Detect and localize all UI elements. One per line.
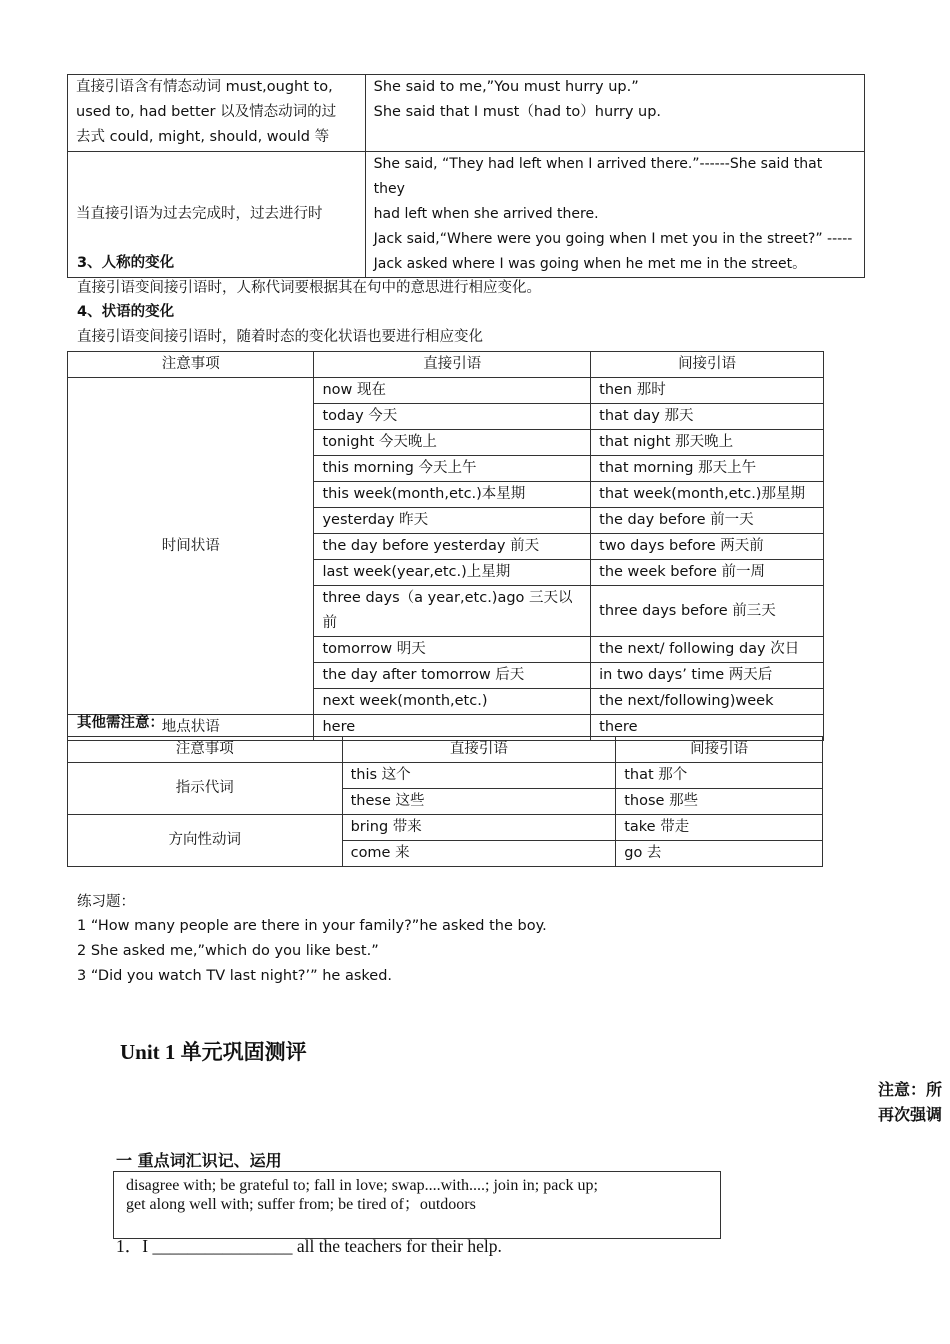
table-cell: tonight 今天晚上 [314, 430, 591, 456]
header-cell: 注意事项 [68, 737, 343, 763]
table-cell: that 那个 [616, 763, 823, 789]
note-line: 注意：所 [878, 1080, 943, 1099]
exercise-title: 练习题： [77, 894, 135, 910]
table-cell: the day before yesterday 前天 [314, 534, 591, 560]
table-row [68, 378, 824, 404]
cell-line: 直接引语含有情态动词 must,ought to, [76, 79, 333, 95]
cell-line: 去式 could, might, should, would 等 [76, 129, 330, 145]
section3-text: 直接引语变间接引语时，人称代词要根据其在句中的意思进行相应变化。 [77, 280, 541, 296]
cell-line: had left when she arrived there. [373, 206, 599, 222]
adverbial-table [67, 351, 824, 741]
table-cell: three days before 前三天 [591, 586, 824, 637]
table-cell: the day before 前一天 [591, 508, 824, 534]
table-cell: now 现在 [314, 378, 591, 404]
part1-heading: 一 重点词汇识记、运用 [116, 1151, 282, 1170]
table-cell: come 来 [342, 841, 616, 867]
table-cell: last week(year,etc.)上星期 [314, 560, 591, 586]
table-row [68, 152, 865, 278]
table-cell: three days（a year,etc.)ago 三天以前 [314, 586, 591, 637]
table-cell: there [591, 715, 824, 741]
table-cell: those 那些 [616, 789, 823, 815]
table-cell: then 那时 [591, 378, 824, 404]
cell-line: 当直接引语为过去完成时，过去进行时 [76, 206, 323, 222]
table-cell [68, 75, 366, 152]
table-cell: bring 带来 [342, 815, 616, 841]
table-cell: this 这个 [342, 763, 616, 789]
table-cell: today 今天 [314, 404, 591, 430]
exercise-item: 3 “Did you watch TV last night?’” he asked. [77, 968, 393, 984]
header-cell: 直接引语 [314, 352, 591, 378]
cell-line: She said to me,”You must hurry up.” [373, 79, 639, 95]
table-cell: take 带走 [616, 815, 823, 841]
unit-title: Unit 1 单元巩固测评 [120, 1040, 307, 1064]
table-cell: the next/following)week [591, 689, 824, 715]
table-cell: that night 那天晚上 [591, 430, 824, 456]
section4-heading: 4、状语的变化 [77, 304, 175, 320]
table-header-row [68, 352, 824, 378]
exercise-item: 2 She asked me,”which do you like best.” [77, 943, 379, 959]
cell-line: She said that I must（had to）hurry up. [373, 104, 662, 120]
table-cell: that morning 那天上午 [591, 456, 824, 482]
table-cell [365, 152, 864, 278]
table-cell: the next/ following day 次日 [591, 637, 824, 663]
cell-line: Jack asked where I was going when he met me in the street。 [373, 256, 807, 272]
note-line: 再次强调 [878, 1105, 943, 1124]
table-cell: in two days’ time 两天后 [591, 663, 824, 689]
table-row [68, 763, 823, 789]
word-box [113, 1171, 721, 1239]
table-cell: here [314, 715, 591, 741]
table-cell: next week(month,etc.) [314, 689, 591, 715]
group-label: 指示代词 [68, 763, 343, 815]
header-cell: 注意事项 [68, 352, 314, 378]
other-heading: 其他需注意： [77, 715, 164, 731]
table-cell: the day after tomorrow 后天 [314, 663, 591, 689]
table-cell: this morning 今天上午 [314, 456, 591, 482]
modal-verb-table [67, 74, 865, 278]
header-cell: 间接引语 [591, 352, 824, 378]
table-cell: the week before 前一周 [591, 560, 824, 586]
table-cell [365, 75, 864, 152]
place-adverbial-label: 地点状语 [68, 715, 314, 741]
table-cell: that day 那天 [591, 404, 824, 430]
table-cell: go 去 [616, 841, 823, 867]
word-box-line: get along well with; suffer from; be tired of；outdoors [126, 1196, 476, 1213]
group-label: 方向性动词 [68, 815, 343, 867]
other-table [67, 736, 823, 867]
cell-line: She said, “They had left when I arrived there.”------She said that they [373, 156, 823, 197]
exercise-item: 1 “How many people are there in your family?”he asked the boy. [77, 918, 547, 934]
cell-line: used to, had better 以及情态动词的过 [76, 104, 337, 120]
table-cell: yesterday 昨天 [314, 508, 591, 534]
table-cell: two days before 两天前 [591, 534, 824, 560]
question-1: 1．I ________________ all the teachers for their help. [116, 1236, 502, 1256]
header-cell: 直接引语 [342, 737, 616, 763]
table-cell: tomorrow 明天 [314, 637, 591, 663]
header-cell: 间接引语 [616, 737, 823, 763]
word-box-line: disagree with; be grateful to; fall in love; swap....with....; join in; pack up; [126, 1177, 598, 1194]
table-cell: these 这些 [342, 789, 616, 815]
table-cell: this week(month,etc.)本星期 [314, 482, 591, 508]
table-row [68, 815, 823, 841]
cell-line: Jack said,“Where were you going when I met you in the street?” ----- [373, 231, 853, 247]
table-row [68, 75, 865, 152]
table-header-row [68, 737, 823, 763]
table-cell: that week(month,etc.)那星期 [591, 482, 824, 508]
section3-heading: 3、人称的变化 [77, 255, 175, 271]
section4-text: 直接引语变间接引语时，随着时态的变化状语也要进行相应变化 [77, 329, 483, 345]
time-adverbial-label: 时间状语 [68, 378, 314, 715]
